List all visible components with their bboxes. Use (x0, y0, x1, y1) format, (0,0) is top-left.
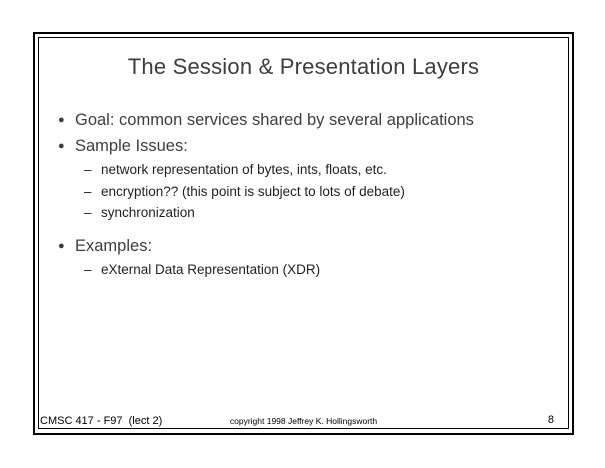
sub-bullet-item (39, 202, 568, 224)
bullet-list (39, 107, 568, 280)
bullet-dash-icon: – (84, 183, 92, 199)
bullet-text: Examples: (75, 236, 153, 255)
bullet-dash-icon: – (84, 205, 92, 220)
bullet-item (39, 107, 568, 133)
bullet-dot-icon: ● (58, 114, 65, 126)
slide-title: The Session & Presentation Layers (127, 54, 480, 79)
slide-inner-border (38, 37, 569, 429)
sub-bullet-text: eXternal Data Representation (XDR) (101, 261, 321, 277)
footer-page-number: 8 (547, 414, 554, 426)
bullet-dash-icon: – (84, 162, 92, 177)
bullet-dot-icon: ● (58, 239, 65, 252)
bullet-dash-icon: – (84, 261, 92, 277)
bullet-text: Goal: common services shared by several applications (75, 111, 474, 129)
slide-footer (39, 414, 568, 427)
bullet-item (39, 233, 568, 259)
footer-course-label: CMSC 417 - F97 (lect 2) (40, 415, 163, 427)
slide-outer-border (33, 32, 574, 435)
footer-copyright: copyright 1998 Jeffrey K. Hollingsworth (229, 416, 378, 426)
sub-bullet-text: synchronization (101, 205, 195, 220)
sub-bullet-text: network representation of bytes, ints, floats, etc. (101, 162, 387, 177)
bullet-dot-icon: ● (58, 140, 65, 152)
bullet-item (39, 133, 568, 159)
sub-bullet-item (39, 159, 568, 181)
sub-bullet-text: encryption?? (this point is subject to lots of debate) (101, 183, 405, 199)
sub-bullet-item (39, 181, 568, 203)
bullet-text: Sample Issues: (75, 137, 188, 155)
sub-bullet-item (39, 259, 568, 281)
